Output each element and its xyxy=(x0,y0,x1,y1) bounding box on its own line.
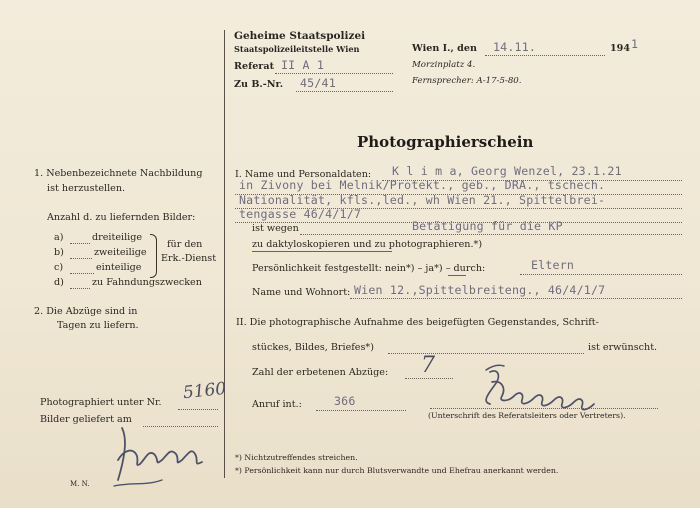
zahl-value: 7 xyxy=(421,353,435,378)
zu-bnr-line xyxy=(296,91,393,92)
place-date-label: Wien I., den xyxy=(412,43,477,54)
anruf-line xyxy=(316,410,406,411)
persoenlichkeit-line xyxy=(520,274,682,275)
persoenlichkeit-value: Eltern xyxy=(531,258,575,272)
handwritten-signature-left xyxy=(110,420,220,490)
date-line xyxy=(485,55,605,56)
daktylo-text: zu daktyloskopieren und zu photographieren.*) xyxy=(252,239,483,250)
zu-bnr-label: Zu B.-Nr. xyxy=(234,79,284,90)
item1-line2: ist herzustellen. xyxy=(47,183,126,194)
option-d-text: zu Fahndungszwecken xyxy=(92,277,202,288)
options-brace xyxy=(150,234,157,278)
anruf-label: Anruf int.: xyxy=(252,399,302,410)
item2-line1: 2. Die Abzüge sind in xyxy=(34,306,138,317)
name-wohnort-line xyxy=(350,298,682,299)
geliefert-label: Bilder geliefert am xyxy=(40,414,132,425)
address-text: Morzinplatz 4. xyxy=(412,60,476,70)
personal-typed-1: K l i m a, Georg Wenzel, 23.1.21 xyxy=(392,164,622,178)
photographiert-line xyxy=(178,409,218,410)
personal-typed-4: tengasse 46/4/1/7 xyxy=(239,207,362,221)
phone-text: Fernsprecher: A-17-5-80. xyxy=(412,76,522,86)
item2-line2: Tagen zu liefern. xyxy=(57,320,139,331)
personal-typed-2: in Zivony bei Melnik/Protekt., geb., DRA., tschech. xyxy=(239,178,606,192)
form-title: Photographierschein xyxy=(357,133,534,151)
footnote-1: *) Nichtzutreffendes streichen. xyxy=(235,453,358,462)
referat-value: II A 1 xyxy=(281,58,325,72)
year-suffix: 1 xyxy=(631,37,639,51)
footnote-2: *) Persönlichkeit kann nur durch Blutsverwandte und Ehefrau anerkannt werden. xyxy=(235,466,559,475)
authority-heading: Geheime Staatspolizei xyxy=(234,30,366,42)
option-c-text: einteilige xyxy=(96,262,142,273)
section2-line1: II. Die photographische Aufnahme des beigefügten Gegenstandes, Schrift- xyxy=(236,317,599,328)
referat-label: Referat xyxy=(234,61,275,72)
column-divider xyxy=(224,30,225,478)
section2-line2: stückes, Bildes, Briefes*) xyxy=(252,342,374,353)
zahl-line xyxy=(405,378,453,379)
personal-data-label: I. Name und Personaldaten: xyxy=(235,169,372,180)
option-a-letter: a) xyxy=(54,232,64,243)
ist-wegen-line xyxy=(300,234,682,235)
item1-line1: 1. Nebenbezeichnete Nachbildung xyxy=(34,168,203,179)
footer-initials: M. N. xyxy=(70,480,90,488)
option-b-letter: b) xyxy=(54,247,64,258)
signature-caption: (Unterschrift des Referatsleiters oder Vertreters). xyxy=(428,411,626,420)
zu-bnr-value: 45/41 xyxy=(300,76,336,90)
section2-line xyxy=(388,353,584,354)
ja-underline xyxy=(448,275,466,276)
anzahl-label: Anzahl d. zu liefernden Bilder: xyxy=(47,212,196,223)
option-d-line xyxy=(70,288,90,289)
personal-typed-3: Nationalität, kfls.,led., wh Wien 21., Spittelbrei- xyxy=(239,193,606,207)
brace-text-2: Erk.-Dienst xyxy=(161,253,217,264)
date-value: 14.11. xyxy=(493,40,537,54)
option-a-text: dreiteilige xyxy=(92,232,143,243)
option-c-letter: c) xyxy=(54,262,64,273)
photographiert-label: Photographiert unter Nr. xyxy=(40,397,162,408)
referat-line xyxy=(275,73,393,74)
section2-end: ist erwünscht. xyxy=(588,342,658,353)
anruf-value: 366 xyxy=(334,394,356,408)
year-prefix: 194 xyxy=(610,43,631,54)
daktylo-underline xyxy=(252,251,392,252)
option-a-line xyxy=(70,243,90,244)
name-wohnort-value: Wien 12.,Spittelbreiteng., 46/4/1/7 xyxy=(354,283,606,297)
signature-line xyxy=(430,408,658,409)
brace-text-1: für den xyxy=(167,239,203,250)
option-d-letter: d) xyxy=(54,277,64,288)
option-c-line xyxy=(70,273,94,274)
name-wohnort-label: Name und Wohnort: xyxy=(252,287,351,298)
photographiert-number: 5160 xyxy=(182,378,228,404)
persoenlichkeit-label: Persönlichkeit festgestellt: nein*) – ja*) – durch: xyxy=(252,263,486,274)
option-b-line xyxy=(70,258,92,259)
zahl-label: Zahl der erbetenen Abzüge: xyxy=(252,367,389,378)
option-b-text: zweiteilige xyxy=(94,247,147,258)
ist-wegen-label: ist wegen xyxy=(252,223,299,234)
ist-wegen-value: Betätigung für die KP xyxy=(412,219,563,233)
office-subheading: Staatspolizeileitstelle Wien xyxy=(234,44,360,54)
